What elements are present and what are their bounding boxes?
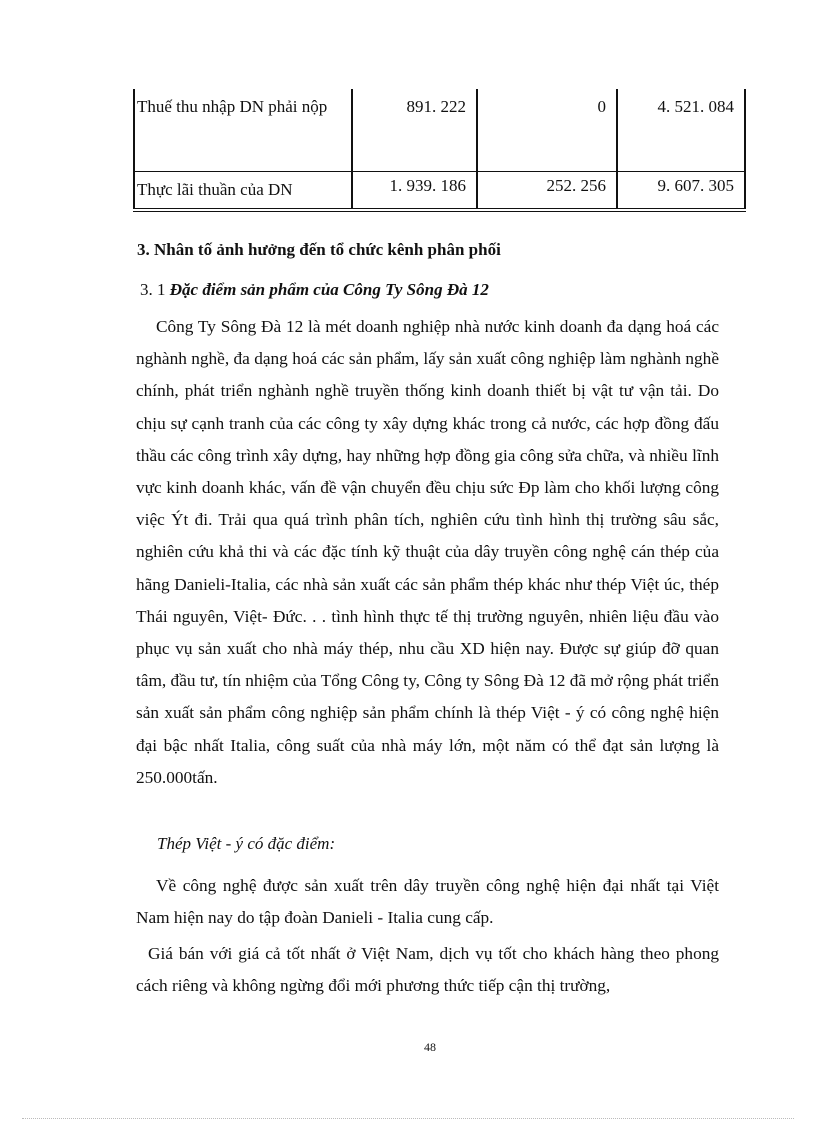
- cell-value: 4. 521. 084: [617, 89, 745, 172]
- italic-subheading: Thép Việt - ý có đặc điểm:: [157, 834, 336, 853]
- cell-value: 0: [477, 89, 617, 172]
- page-divider: [22, 1118, 794, 1119]
- body-paragraph: Công Ty Sông Đà 12 là mét doanh nghiệp nhà nước kinh doanh đa dạng hoá các nghành nghề, đa dạng hoá các sản phẩm, lấy sản xuất công nghiệp làm nghành nghề chính, phát triển nghành nghề truyền thống kinh doanh thiết bị vật tư vận tải. Do chịu sự cạnh tranh của các công ty xây dựng khác trong cả nước, các hợp đồng đấu thầu các công trình xây dựng, hay những hợp đồng gia công sửa chữa, và nhiều lĩnh vực kinh doanh khác, vấn đề vận chuyển đều chịu sức Ðp làm cho khối lượng công việc Ýt đi. Trải qua quá trình phân tích, nghiên cứu tình hình thị trường sâu sắc, nghiên cứu khả thi và các đặc tính kỹ thuật của dây truyền công nghệ cán thép của hãng Danieli-Italia, các nhà sản xuất các sản phẩm thép khác như thép Việt úc, thép Thái nguyên, Việt- Đức. . . tình hình thực tế thị trường nguyên, nhiên liệu đầu vào phục vụ sản xuất cho nhà máy thép, nhu cầu XD hiện nay. Được sự giúp đỡ quan tâm, đầu tư, tín nhiệm của Tổng Công ty, Công ty Sông Đà 12 đã mở rộng phát triển sản xuất sản phẩm công nghiệp sản phẩm chính là thép Việt - ý có công nghệ hiện đại bậc nhất Italia, công suất của nhà máy lớn, một năm có thể đạt sản lượng là 250.000tấn.: [136, 317, 719, 787]
- row-label: Thực lãi thuần của DN: [134, 172, 352, 211]
- table-row: [134, 172, 745, 211]
- body-paragraph: Về công nghệ được sản xuất trên dây truyền công nghệ hiện đại nhất tại Việt Nam hiện nay do tập đoàn Danieli - Italia cung cấp.: [136, 876, 719, 928]
- cell-value: 891. 222: [352, 89, 477, 172]
- cell-value: 9. 607. 305: [617, 172, 745, 211]
- body-paragraph: Giá bán với giá cả tốt nhất ở Việt Nam, dịch vụ tốt cho khách hàng theo phong cách riêng và không ngừng đổi mới phương thức tiếp cận thị trường,: [136, 944, 719, 996]
- financial-table: [133, 89, 746, 212]
- section-heading: 3. Nhân tố ảnh hưởng đến tổ chức kênh phân phối: [137, 240, 501, 259]
- subsection-number: 3. 1: [140, 280, 166, 299]
- cell-value: 252. 256: [477, 172, 617, 211]
- row-label: Thuế thu nhập DN phải nộp: [134, 89, 352, 172]
- table-row: [134, 89, 745, 172]
- subsection-heading: [140, 280, 489, 300]
- page-number: 48: [424, 1040, 436, 1054]
- subsection-title: Đặc điểm sản phẩm của Công Ty Sông Đà 12: [169, 280, 489, 299]
- cell-value: 1. 939. 186: [352, 172, 477, 211]
